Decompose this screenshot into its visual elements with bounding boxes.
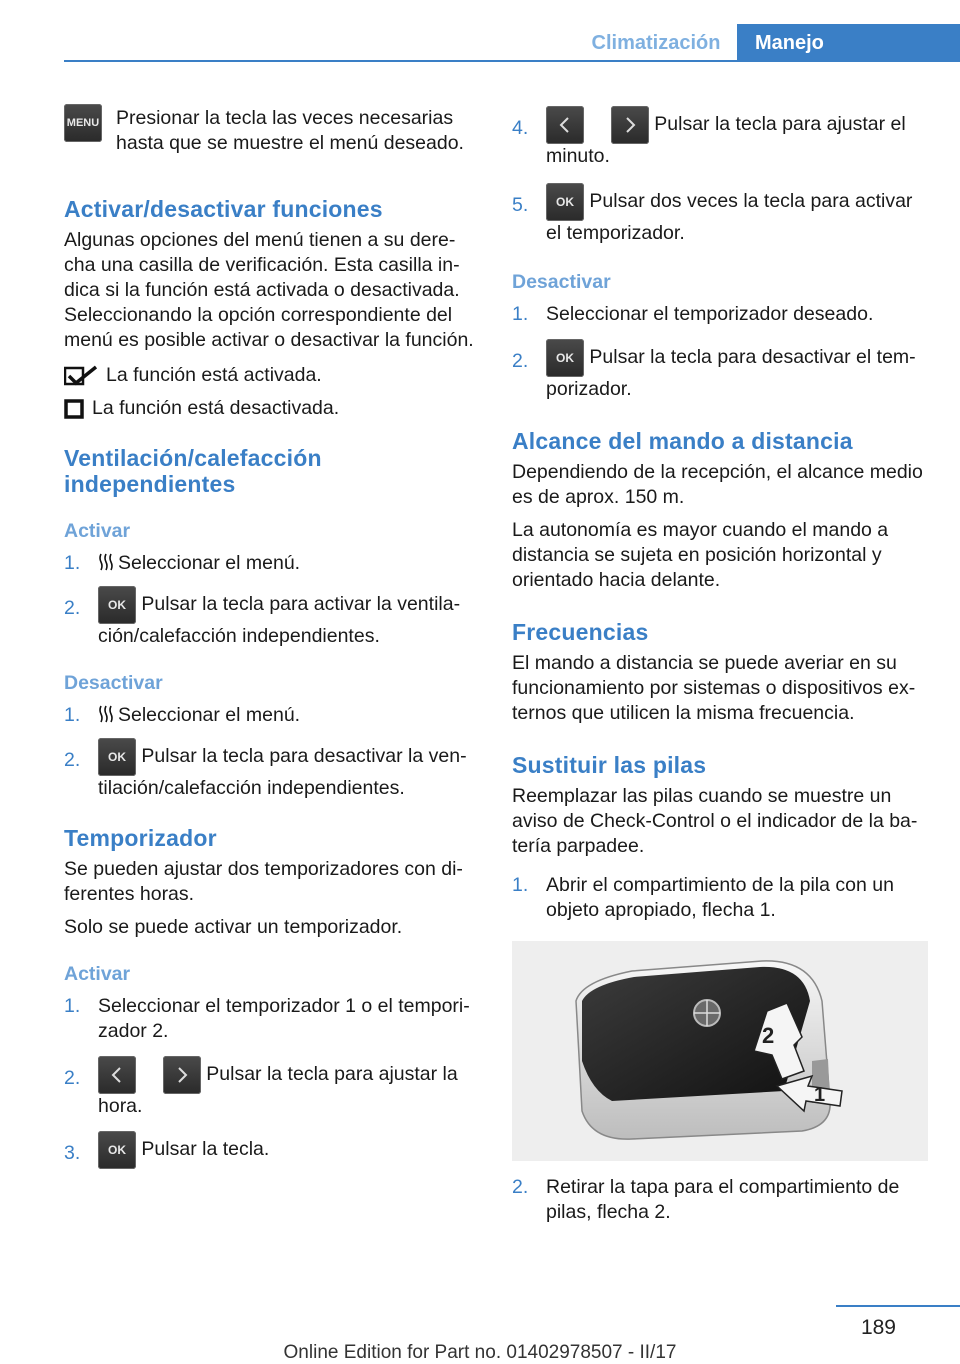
header-tab-manejo[interactable]: Manejo [737, 24, 960, 62]
temporizador-text-1: Seleccionar el temporizador 1 o el temporizador 2. [98, 995, 470, 1042]
temporizador-item-4 [512, 106, 928, 169]
ventilacion-activar-item-2 [64, 586, 480, 649]
ok-key-icon: OK [546, 339, 584, 377]
list-number: 1. [512, 303, 529, 325]
alcance-body-2: La autonomía es mayor cuando el mando a distancia se sujeta en posición horizontal y orientado hacia delante. [512, 519, 889, 591]
ventilation-icon [98, 704, 114, 724]
section-title-activar-funciones: Activar/desactivar funciones [64, 196, 383, 222]
ok-key-icon: OK [98, 738, 136, 776]
pilas-item-1 [512, 873, 928, 923]
checkbox-empty-icon [64, 399, 84, 419]
section-title-frecuencias: Frecuencias [512, 619, 649, 645]
list-number: 2. [512, 1176, 529, 1198]
remote-key-figure [512, 941, 928, 1161]
list-number: 2. [64, 1067, 81, 1089]
section-title-pilas: Sustituir las pilas [512, 752, 707, 778]
list-number: 3. [64, 1142, 81, 1164]
temporizador-desactivar-text-1: Seleccionar el temporizador deseado. [546, 303, 874, 325]
checkbox-on-text: La función está activada. [106, 364, 322, 386]
header-tab-climatizacion[interactable]: Climatización [575, 24, 737, 62]
temporizador-activar-title: Activar [64, 963, 131, 985]
footer-rule [836, 1305, 960, 1307]
pilas-text-2: Retirar la tapa para el compartimiento de pilas, flecha 2. [546, 1176, 900, 1223]
checkbox-off-row [64, 396, 480, 421]
ventilacion-desactivar-text-2: Pulsar la tecla para desactivar la ventilación/calefacción independientes. [98, 745, 467, 799]
checkbox-checked-icon [64, 365, 98, 387]
ventilacion-desactivar-text-1: Seleccionar el menú. [118, 704, 301, 726]
alcance-body-1: Dependiendo de la recepción, el alcance medio es de aprox. 150 m. [512, 461, 923, 508]
list-number: 2. [64, 597, 81, 619]
ventilacion-activar-text-1: Seleccionar el menú. [118, 552, 301, 574]
ok-key-icon: OK [546, 183, 584, 221]
temporizador-item-3 [64, 1131, 480, 1169]
section-title-ventilacion [64, 445, 480, 497]
arrow-left-key-icon [98, 1056, 136, 1094]
temporizador-desactivar-item-2 [512, 339, 928, 402]
ok-key-icon: OK [98, 586, 136, 624]
section-title-temporizador: Temporizador [64, 825, 217, 851]
temporizador-text-4: Pulsar la tecla para ajustar el minuto. [546, 113, 906, 167]
temporizador-text-2: Pulsar la tecla para ajustar la hora. [98, 1063, 458, 1117]
section-title-alcance: Alcance del mando a distancia [512, 428, 853, 454]
ventilacion-desactivar-item-2 [64, 738, 480, 801]
list-number: 1. [512, 874, 529, 896]
list-number: 5. [512, 194, 529, 216]
temporizador-desactivar-text-2: Pulsar la tecla para desactivar el temporizador. [546, 346, 916, 400]
pilas-text-1: Abrir el compartimiento de la pila con un objeto apropiado, flecha 1. [546, 874, 894, 921]
temporizador-item-5 [512, 183, 928, 246]
pilas-body: Reemplazar las pilas cuando se muestre un aviso de Check-Control o el indicador de la batería parpadee. [512, 785, 918, 857]
temporizador-desactivar-item-1 [512, 302, 928, 327]
header-rule [64, 60, 960, 62]
list-number: 2. [64, 749, 81, 771]
temporizador-body-2: Solo se puede activar un temporizador. [64, 916, 403, 938]
ventilacion-title-line1: Ventilación/calefacción [64, 445, 322, 471]
remote-key-image [512, 941, 928, 1161]
frecuencias-body: El mando a distancia se puede averiar en su funcionamiento por sistemas o dispositivos externos que utilicen la misma frecuencia. [512, 652, 916, 724]
arrow-left-key-icon [546, 106, 584, 144]
temporizador-item-1 [64, 994, 480, 1044]
checkbox-off-text: La función está desactivada. [92, 397, 340, 419]
list-number: 1. [64, 704, 81, 726]
list-number: 1. [64, 995, 81, 1017]
menu-key-row [64, 104, 480, 156]
ok-key-icon: OK [98, 1131, 136, 1169]
right-column [512, 100, 928, 1225]
ventilacion-title-line2: independientes [64, 471, 236, 497]
arrow-2-label: 2 [762, 1023, 775, 1048]
ventilacion-desactivar-title: Desactivar [64, 672, 163, 694]
menu-instruction: Presionar la tecla las veces necesarias hasta que se muestre el menú deseado. [116, 107, 464, 154]
ventilacion-desactivar-item-1 [64, 703, 480, 728]
temporizador-text-5: Pulsar dos veces la tecla para activar el temporizador. [546, 190, 913, 244]
list-number: 2. [512, 350, 529, 372]
ventilacion-activar-item-1 [64, 551, 480, 576]
temporizador-item-2 [64, 1056, 480, 1119]
ventilacion-activar-title: Activar [64, 520, 131, 542]
ventilation-icon [98, 552, 114, 572]
activar-funciones-body: Algunas opciones del menú tienen a su derecha una casilla de verificación. Esta casilla indica si la función está activada o desactivada. Seleccionando la opción correspondiente del menú es posible activar o desactivar la función. [64, 229, 474, 351]
temporizador-body-1: Se pueden ajustar dos temporizadores con diferentes horas. [64, 858, 463, 905]
checkbox-on-row [64, 363, 480, 388]
arrow-right-key-icon [611, 106, 649, 144]
footer-edition: Online Edition for Part no. 01402978507 - II/17 [283, 1342, 677, 1363]
list-number: 1. [64, 552, 81, 574]
temporizador-text-3: Pulsar la tecla. [141, 1138, 270, 1161]
page-number: 189 [860, 1316, 896, 1339]
menu-key-icon: MENU [64, 104, 102, 142]
arrow-1-label: 1 [814, 1084, 826, 1106]
pilas-item-2 [512, 1175, 928, 1225]
list-number: 4. [512, 117, 529, 139]
arrow-right-key-icon [163, 1056, 201, 1094]
ventilacion-activar-text-2: Pulsar la tecla para activar la ventilación/calefacción independientes. [98, 593, 461, 647]
temporizador-desactivar-title: Desactivar [512, 271, 611, 293]
left-column [64, 100, 480, 1169]
